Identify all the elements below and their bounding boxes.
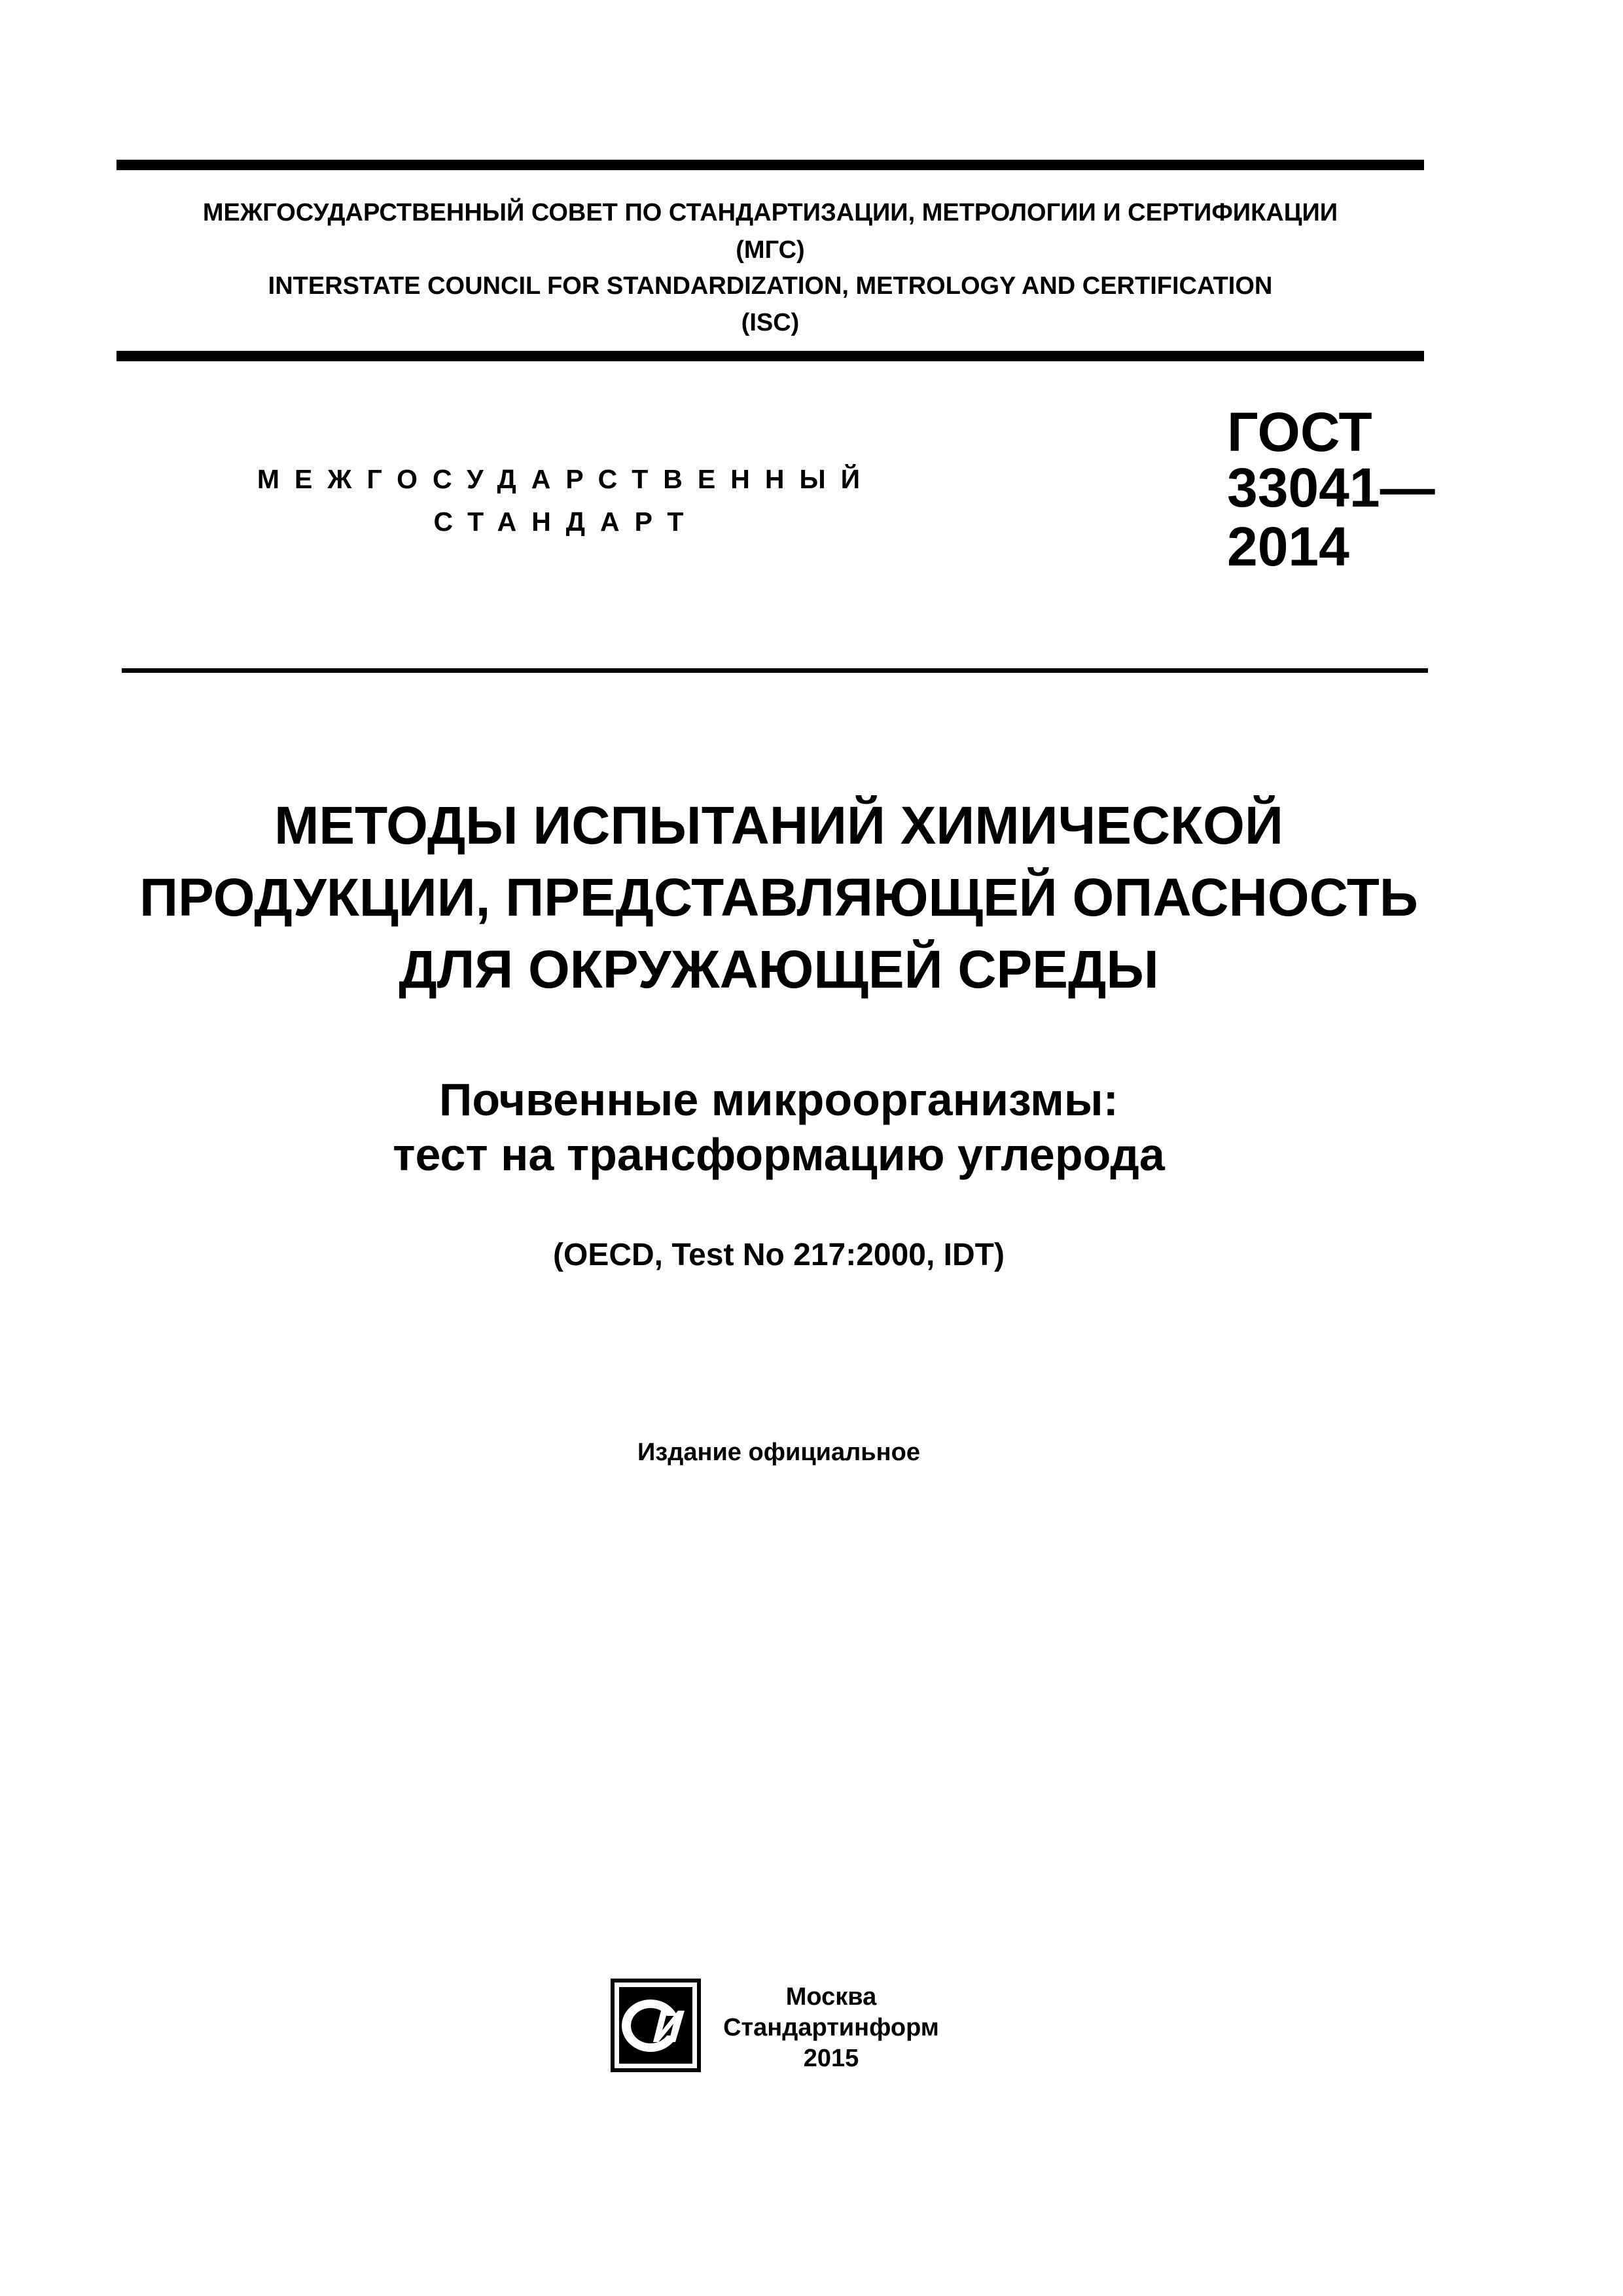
document-title-line1: МЕТОДЫ ИСПЫТАНИЙ ХИМИЧЕСКОЙ	[274, 796, 1283, 855]
council-abbr-en: (ISC)	[741, 309, 800, 336]
imprint-year: 2015	[803, 2045, 859, 2072]
document-subtitle-line1: Почвенные микроорганизмы:	[439, 1074, 1118, 1125]
gost-word: ГОСТ	[1227, 401, 1372, 463]
top-rule	[116, 160, 1424, 170]
standard-type-line2: СТАНДАРТ	[433, 507, 699, 537]
gost-year: 2014	[1227, 516, 1349, 577]
document-subtitle-line2: тест на трансформацию углерода	[393, 1129, 1165, 1180]
designation-rule	[122, 668, 1428, 673]
edition-note: Издание официальное	[637, 1439, 920, 1466]
council-name-en: INTERSTATE COUNCIL FOR STANDARDIZATION, METROLOGY AND CERTIFICATION	[268, 272, 1273, 300]
gost-number: 33041—	[1227, 457, 1435, 518]
standartinform-logo-icon	[610, 1978, 702, 2073]
council-abbr-ru: (МГС)	[736, 236, 805, 264]
header-bottom-rule	[116, 351, 1424, 361]
document-title-line3: ДЛЯ ОКРУЖАЮЩЕЙ СРЕДЫ	[399, 940, 1159, 999]
council-name-ru: МЕЖГОСУДАРСТВЕННЫЙ СОВЕТ ПО СТАНДАРТИЗАЦИИ, МЕТРОЛОГИИ И СЕРТИФИКАЦИИ	[202, 199, 1338, 226]
document-title-line2: ПРОДУКЦИИ, ПРЕДСТАВЛЯЮЩЕЙ ОПАСНОСТЬ	[139, 868, 1418, 927]
imprint-publisher: Стандартинформ	[723, 2014, 939, 2041]
standard-type-line1: МЕЖГОСУДАРСТВЕННЫЙ	[257, 464, 876, 494]
oecd-reference: (OECD, Test No 217:2000, IDT)	[553, 1238, 1005, 1272]
imprint-city: Москва	[785, 1983, 877, 2011]
